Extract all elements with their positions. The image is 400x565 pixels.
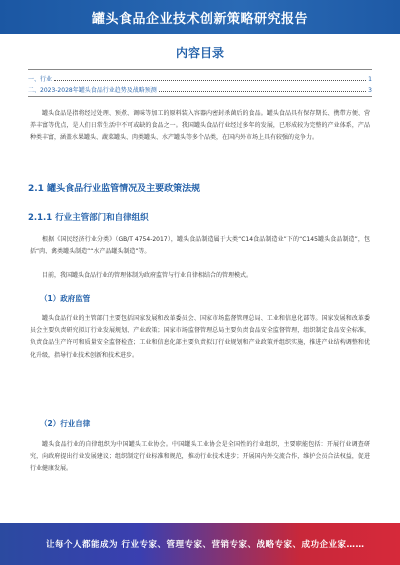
body-paragraph: 根据《国民经济行业分类》（GB/T 4754-2017），罐头食品制造属于大类“C14食品制造业”下的“C145罐头食品制造”，包括“肉、禽类罐头制造”“水产品罐头制造”等。 [30, 236, 370, 256]
toc-item[interactable] [28, 84, 372, 94]
toc-item-page: 3 [368, 87, 372, 94]
toc-title: 内容目录 [175, 46, 224, 60]
toc-item-label: 一、行业 [28, 76, 53, 83]
toc-item-page: 1 [368, 76, 372, 83]
toc-item[interactable] [28, 73, 372, 83]
footer-banner [0, 523, 400, 565]
section-heading: 2.1 罐头食品行业监管情况及主要政策法规 [28, 184, 201, 194]
report-header-banner [0, 0, 400, 34]
self-regulation-heading: （2）行业自律 [40, 419, 91, 428]
gov-heading: （1）政府监管 [40, 294, 91, 303]
gov-paragraph: 罐头食品行业的主管部门主要包括国家发展和改革委员会、国家市场监督管理总局、工业和信息化部等。国家发展和改革委员会主要负责研究拟订行业发展规划、产业政策；国家市场监督管理总局主要负责食品安全监督管理，组织制定食品安全标准，负责食品生产许可和质量安全监督检查；工业和信息化部主要负责拟订行业规划和产业政策并组织实施，推进产业结构调整和优化升级，指导行业技术创新和技术进步。 [30, 315, 370, 359]
intro-paragraph: 罐头食品是指将经过处理、预煮、调味等加工的原料装入容器内密封杀菌后的食品。罐头食品具有保存期长、携带方便、营养丰富等优点，是人们日常生活中不可或缺的食品之一。我国罐头食品行业经过多年的发展，已形成较为完整的产业体系，产品种类丰富，涵盖水果罐头、蔬菜罐头、肉类罐头、水产罐头等多个品类，在国内外市场上具有较强的竞争力。 [30, 110, 370, 142]
toc-dot-leader [159, 91, 366, 92]
footer-slogan: 让每个人都能成为 行业专家、管理专家、营销专家、战略专家、成功企业家…… [46, 540, 365, 550]
report-title: 罐头食品企业技术创新策略研究报告 [91, 11, 308, 27]
subsection-heading: 2.1.1 行业主管部门和自律组织 [28, 213, 149, 223]
body-paragraph: 目前，我国罐头食品行业的管理体制为政府监管与行业自律相结合的管理模式。 [42, 272, 253, 279]
self-regulation-paragraph: 罐头食品行业的自律组织为中国罐头工业协会。中国罐头工业协会是全国性的行业组织，主要职能包括：开展行业调查研究，向政府提出行业发展建议；组织制定行业标准和规范，推动行业技术进步；开展国内外交流合作，维护会员合法权益，促进行业健康发展。 [30, 441, 370, 473]
toc-bottom-rule [28, 96, 372, 97]
toc-item-label: 二、2023-2028年罐头食品行业趋势及战略预测 [28, 87, 157, 94]
toc-top-rule [28, 69, 372, 70]
toc-dot-leader [54, 80, 366, 81]
